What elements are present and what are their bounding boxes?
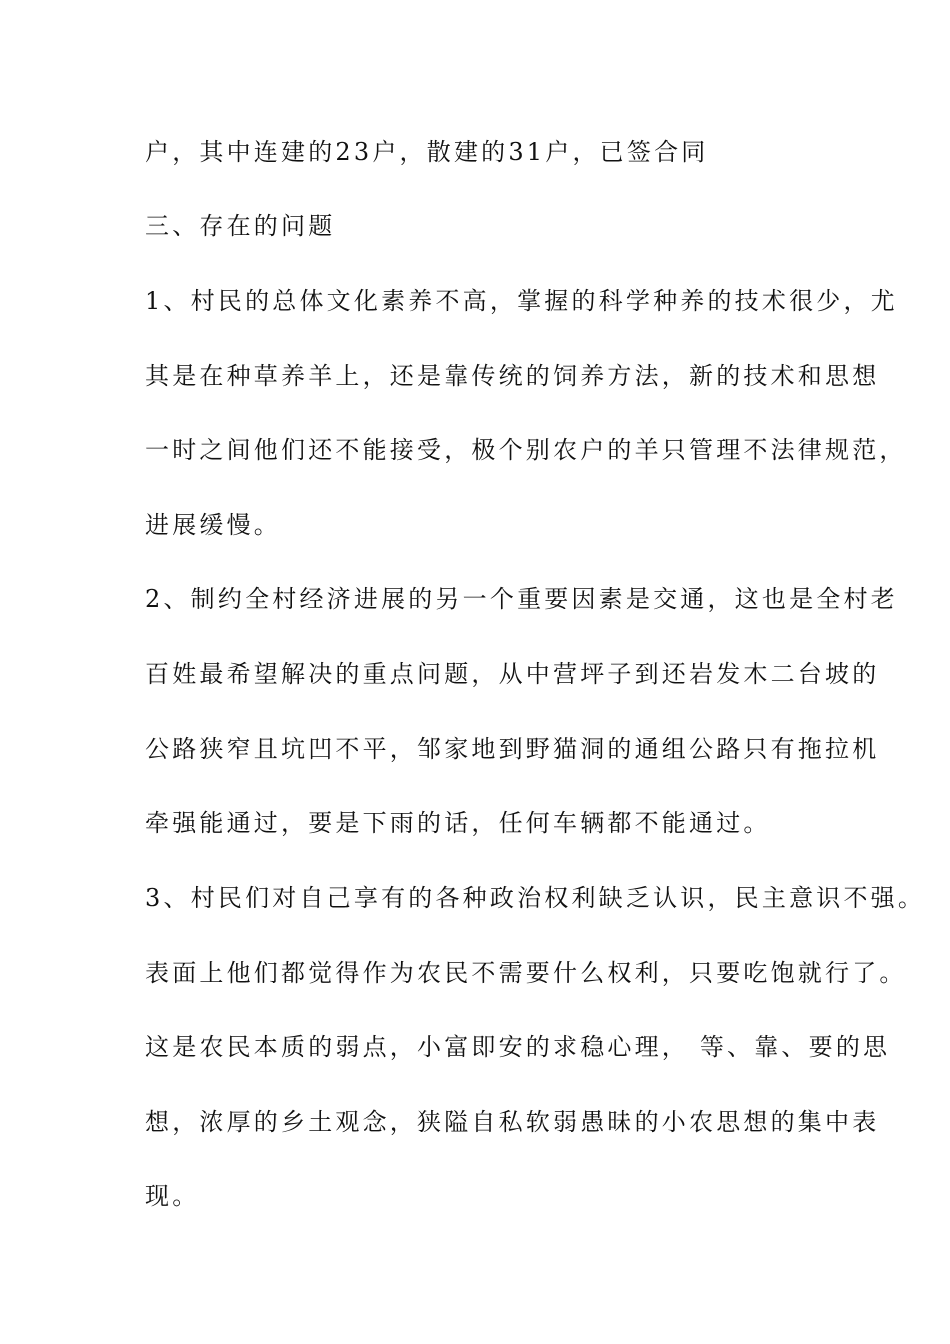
text-line: 2、制约全村经济进展的另一个重要因素是交通，这也是全村老 xyxy=(145,585,898,613)
text-line: 表面上他们都觉得作为农民不需要什么权利，只要吃饱就行了。 xyxy=(145,959,907,987)
text-line: 1、村民的总体文化素养不高，掌握的科学种养的技术很少，尤 xyxy=(145,287,898,315)
text-line: 百姓最希望解决的重点问题，从中营坪子到还岩发木二台坡的 xyxy=(145,660,880,688)
text-line: 这是农民本质的弱点，小富即安的求稳心理， 等、靠、要的思 xyxy=(145,1033,891,1061)
text-line: 进展缓慢。 xyxy=(145,511,281,539)
text-line: 现。 xyxy=(145,1182,200,1210)
text-line: 3、村民们对自己享有的各种政治权利缺乏认识，民主意识不强。 xyxy=(145,884,926,912)
text-line: 公路狭窄且坑凹不平，邹家地到野猫洞的通组公路只有拖拉机 xyxy=(145,735,880,763)
section-heading: 三、存在的问题 xyxy=(145,212,336,240)
text-line: 其是在种草养羊上，还是靠传统的饲养方法，新的技术和思想 xyxy=(145,362,880,390)
text-line: 一时之间他们还不能接受，极个别农户的羊只管理不法律规范， xyxy=(145,436,907,464)
text-line: 户，其中连建的23户，散建的31户，已签合同 xyxy=(145,138,709,166)
text-line: 想，浓厚的乡土观念，狭隘自私软弱愚昧的小农思想的集中表 xyxy=(145,1108,880,1136)
text-line: 牵强能通过，要是下雨的话，任何车辆都不能通过。 xyxy=(145,809,771,837)
